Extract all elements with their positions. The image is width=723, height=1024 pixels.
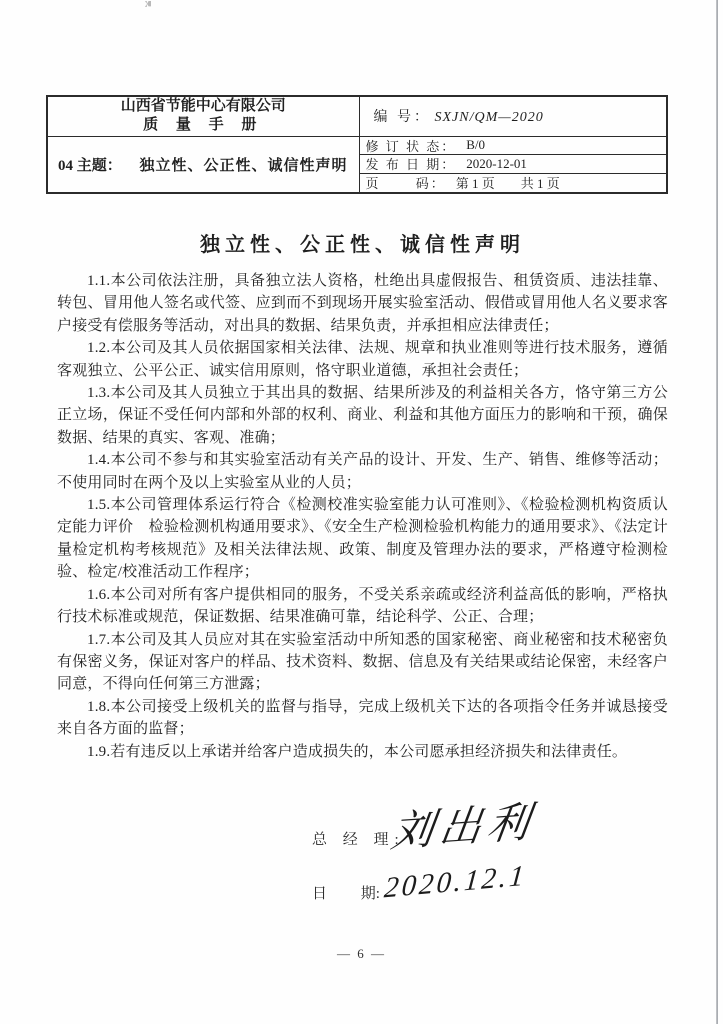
paragraph-1-3: 1.3.本公司及其人员独立于其出具的数据、结果所涉及的利益相关各方，恪守第三方公正立场，保证不受任何内部和外部的权利、商业、利益和其他方面压力的影响和干预，确保数据、结果的真实、客观、准确； bbox=[57, 385, 668, 446]
doc-number-value: SXJN/QM—2020 bbox=[434, 110, 544, 126]
general-manager-label: 总 经 理: bbox=[312, 832, 405, 848]
meta-cell bbox=[359, 136, 667, 193]
paragraph-1-8: 1.8.本公司接受上级机关的监督与指导，完成上级机关下达的各项指令任务并诚恳接受来自各方面的监督； bbox=[57, 698, 668, 738]
document-header-table bbox=[46, 95, 668, 194]
paragraph-1-6: 1.6.本公司对所有客户提供相同的服务，不受关系亲疏或经济利益高低的影响，严格执行技术标准或规范，保证数据、结果准确可靠，结论科学、公正、合理； bbox=[57, 586, 668, 626]
paragraph-1-7: 1.7.本公司及其人员应对其在实验室活动中所知悉的国家秘密、商业秘密和技术秘密负有保密义务，保证对客户的样品、技术资料、数据、信息及有关结果或结论保密，未经客户同意，不得向任何第三方泄露； bbox=[57, 631, 668, 693]
company-name: 山西省节能中心有限公司 bbox=[120, 98, 286, 115]
document-title: 独立性、公正性、诚信性声明 bbox=[200, 234, 525, 256]
document-body bbox=[57, 270, 668, 763]
scan-edge-artifact bbox=[716, 0, 718, 1024]
footer-page-number: — 6 — bbox=[337, 946, 386, 961]
issue-date-label: 发 布 日 期： bbox=[365, 157, 457, 173]
revision-label: 修 订 状 态： bbox=[365, 138, 457, 154]
subject-cell bbox=[47, 136, 359, 193]
company-title-cell bbox=[47, 96, 359, 136]
document-content bbox=[57, 228, 668, 763]
paragraph-1-2: 1.2.本公司及其人员依据国家相关法律、法规、规章和执业准则等进行技术服务，遵循客观独立、公平公正、诚实信用原则，恪守职业道德，承担社会责任； bbox=[57, 340, 668, 379]
general-manager-signature: 刘出利 bbox=[388, 799, 539, 857]
page-number-label: 页 码： bbox=[365, 176, 446, 192]
revision-value: B/0 bbox=[466, 137, 486, 153]
paragraph-1-4: 1.4.本公司不参与和其实验室活动有关产品的设计、开发、生产、销售、维修等活动；不使用同时在两个及以上实验室从业的人员； bbox=[57, 452, 668, 491]
paragraph-1-9: 1.9.若有违反以上承诺并给客户造成损失的，本公司愿承担经济损失和法律责任。 bbox=[87, 743, 628, 760]
signature-date-label: 日 期: bbox=[312, 886, 380, 902]
paragraph-1-1: 1.1.本公司依法注册，具备独立法人资格，杜绝出具虚假报告、租赁资质、违法挂靠、转包、冒用他人签名或代签、应到而不到现场开展实验室活动、假借或冒用他人名义要求客户接受有偿服务等活动，对出具的数据、结果负责，并承担相应法律责任； bbox=[57, 273, 668, 334]
doc-number-cell bbox=[359, 96, 667, 136]
scan-speck-artifact bbox=[145, 1, 151, 7]
page-number-value: 第 1 页 共 1 页 bbox=[455, 176, 560, 192]
signature-date-row bbox=[312, 859, 612, 914]
page-number-row bbox=[360, 174, 667, 193]
subject-label: 04 主题： bbox=[58, 157, 122, 174]
issue-date-row bbox=[360, 155, 667, 174]
manual-title: 质 量 手 册 bbox=[143, 117, 264, 134]
general-manager-row bbox=[312, 799, 612, 858]
signature-date-value: 2020.12.1 bbox=[382, 859, 529, 905]
subject-value: 独立性、公正性、诚信性声明 bbox=[139, 157, 348, 174]
signature-block bbox=[312, 799, 612, 914]
revision-row bbox=[360, 137, 667, 156]
issue-date-value: 2020-12-01 bbox=[466, 155, 527, 171]
doc-number-label: 编 号： bbox=[373, 110, 431, 126]
paragraph-1-5: 1.5.本公司管理体系运行符合《检测校准实验室能力认可准则》、《检验检测机构资质认定能力评价 检验检测机构通用要求》、《安全生产检测检验机构能力的通用要求》、《法定计量检定机构考核规范》及相关法律法规、政策、制度及管理办法的要求，严格遵守检测检验、检定/校准活动工作程序； bbox=[57, 497, 668, 581]
